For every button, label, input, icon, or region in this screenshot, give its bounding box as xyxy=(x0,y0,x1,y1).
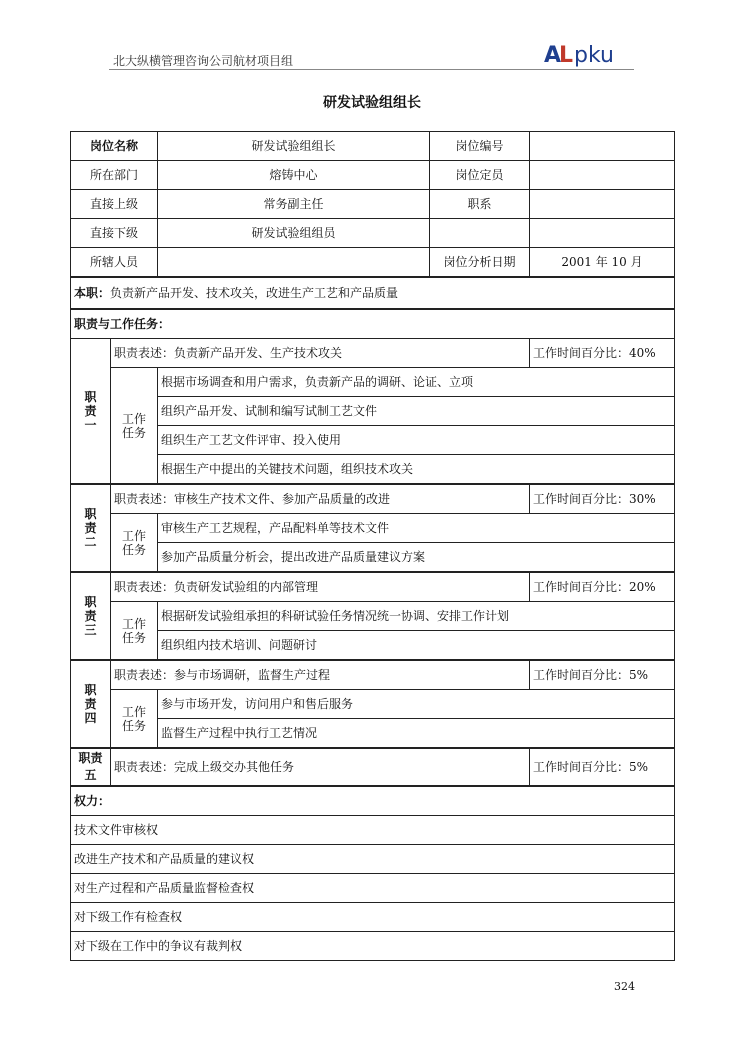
duty-1-task-2: 组织产品开发、试制和编写试制工艺文件 xyxy=(158,397,675,426)
duty-5-statement: 职责表述：完成上级交办其他任务 xyxy=(111,748,530,786)
job-description-table xyxy=(70,131,675,961)
duty-3-task-label: 工作 任务 xyxy=(111,602,158,661)
duty-4-statement: 职责表述：参与市场调研，监督生产过程 xyxy=(111,660,530,690)
authority-item-4: 对下级工作有检查权 xyxy=(71,903,675,932)
page-number: 324 xyxy=(614,980,635,993)
duty-2-time: 工作时间百分比：30% xyxy=(530,484,675,514)
summary-label: 本职： xyxy=(74,286,111,300)
duty-1-task-row xyxy=(71,426,675,455)
duty-4-task-2: 监督生产过程中执行工艺情况 xyxy=(158,719,675,749)
header-org-name: 北大纵横管理咨询公司航材项目组 xyxy=(113,54,294,68)
svg-text:pku: pku xyxy=(574,43,614,67)
row-managed xyxy=(71,248,675,278)
quota-value xyxy=(530,161,675,190)
duty-1-task-row xyxy=(71,455,675,485)
authority-row xyxy=(71,903,675,932)
post-no-label: 岗位编号 xyxy=(430,132,530,161)
managed-value xyxy=(158,248,430,278)
duty-3-statement: 职责表述：负责研发试验组的内部管理 xyxy=(111,572,530,602)
duty-2-task-row xyxy=(71,514,675,543)
row-duties-heading xyxy=(71,309,675,339)
duty-4-task-1: 参与市场开发，访问用户和售后服务 xyxy=(158,690,675,719)
duty-5-time: 工作时间百分比：5% xyxy=(530,748,675,786)
analysis-date-value: 2001 年 10 月 xyxy=(530,248,675,278)
authority-row xyxy=(71,845,675,874)
superior-label: 直接上级 xyxy=(71,190,158,219)
duty-1-task-1: 根据市场调查和用户需求，负责新产品的调研、论证、立项 xyxy=(158,368,675,397)
duty-3-time: 工作时间百分比：20% xyxy=(530,572,675,602)
empty-cell xyxy=(430,219,530,248)
duty-1-statement: 职责表述：负责新产品开发、生产技术攻关 xyxy=(111,339,530,368)
duty-1-label: 职 责 一 xyxy=(71,339,111,485)
duty-4-time: 工作时间百分比：5% xyxy=(530,660,675,690)
superior-value: 常务副主任 xyxy=(158,190,430,219)
duty-4-task-row xyxy=(71,719,675,749)
duty-3-statement-row xyxy=(71,572,675,602)
dept-label: 所在部门 xyxy=(71,161,158,190)
row-dept xyxy=(71,161,675,190)
duty-3-task-1: 根据研发试验组承担的科研试验任务情况统一协调、安排工作计划 xyxy=(158,602,675,631)
duty-2-task-label: 工作 任务 xyxy=(111,514,158,573)
duty-2-task-2: 参加产品质量分析会，提出改进产品质量建议方案 xyxy=(158,543,675,573)
authority-row xyxy=(71,932,675,961)
subordinate-label: 直接下级 xyxy=(71,219,158,248)
duty-2-statement-row xyxy=(71,484,675,514)
row-authority-heading xyxy=(71,786,675,816)
company-logo xyxy=(544,41,636,67)
row-superior xyxy=(71,190,675,219)
duty-1-statement-row xyxy=(71,339,675,368)
authority-row xyxy=(71,816,675,845)
duty-2-task-row xyxy=(71,543,675,573)
dept-value: 熔铸中心 xyxy=(158,161,430,190)
authority-item-2: 改进生产技术和产品质量的建议权 xyxy=(71,845,675,874)
duty-4-statement-row xyxy=(71,660,675,690)
authority-row xyxy=(71,874,675,903)
svg-text:A: A xyxy=(544,43,562,67)
row-subordinate xyxy=(71,219,675,248)
row-summary xyxy=(71,277,675,309)
quota-label: 岗位定员 xyxy=(430,161,530,190)
duty-3-task-2: 组织组内技术培训、问题研讨 xyxy=(158,631,675,661)
row-post-name xyxy=(71,132,675,161)
managed-label: 所辖人员 xyxy=(71,248,158,278)
document-title: 研发试验组组长 xyxy=(323,95,421,111)
duty-4-task-row xyxy=(71,690,675,719)
duty-1-time: 工作时间百分比：40% xyxy=(530,339,675,368)
authority-item-3: 对生产过程和产品质量监督检查权 xyxy=(71,874,675,903)
post-no-value xyxy=(530,132,675,161)
duty-1-task-4: 根据生产中提出的关键技术问题，组织技术攻关 xyxy=(158,455,675,485)
authority-heading: 权力： xyxy=(71,786,675,816)
duty-2-statement: 职责表述：审核生产技术文件、参加产品质量的改进 xyxy=(111,484,530,514)
duty-2-task-1: 审核生产工艺规程，产品配料单等技术文件 xyxy=(158,514,675,543)
header-rule xyxy=(109,69,634,70)
duty-5-row xyxy=(71,748,675,786)
analysis-date-label: 岗位分析日期 xyxy=(430,248,530,278)
duty-4-label: 职 责 四 xyxy=(71,660,111,748)
duty-3-task-row xyxy=(71,602,675,631)
authority-item-5: 对下级在工作中的争议有裁判权 xyxy=(71,932,675,961)
duty-1-task-row xyxy=(71,397,675,426)
post-name-label: 岗位名称 xyxy=(71,132,158,161)
duty-3-task-row xyxy=(71,631,675,661)
empty-cell xyxy=(530,219,675,248)
duty-3-label: 职 责 三 xyxy=(71,572,111,660)
subordinate-value: 研发试验组组员 xyxy=(158,219,430,248)
duty-4-task-label: 工作 任务 xyxy=(111,690,158,749)
summary-text: 负责新产品开发、技术攻关，改进生产工艺和产品质量 xyxy=(110,286,399,300)
summary-cell xyxy=(71,277,675,309)
series-label: 职系 xyxy=(430,190,530,219)
duty-1-task-row xyxy=(71,368,675,397)
duties-heading: 职责与工作任务： xyxy=(71,309,675,339)
duty-1-task-label: 工作 任务 xyxy=(111,368,158,485)
svg-text:L: L xyxy=(559,43,574,67)
duty-5-label: 职责 五 xyxy=(71,748,111,786)
authority-item-1: 技术文件审核权 xyxy=(71,816,675,845)
duty-1-task-3: 组织生产工艺文件评审、投入使用 xyxy=(158,426,675,455)
post-name-value: 研发试验组组长 xyxy=(158,132,430,161)
duty-2-label: 职 责 二 xyxy=(71,484,111,572)
series-value xyxy=(530,190,675,219)
